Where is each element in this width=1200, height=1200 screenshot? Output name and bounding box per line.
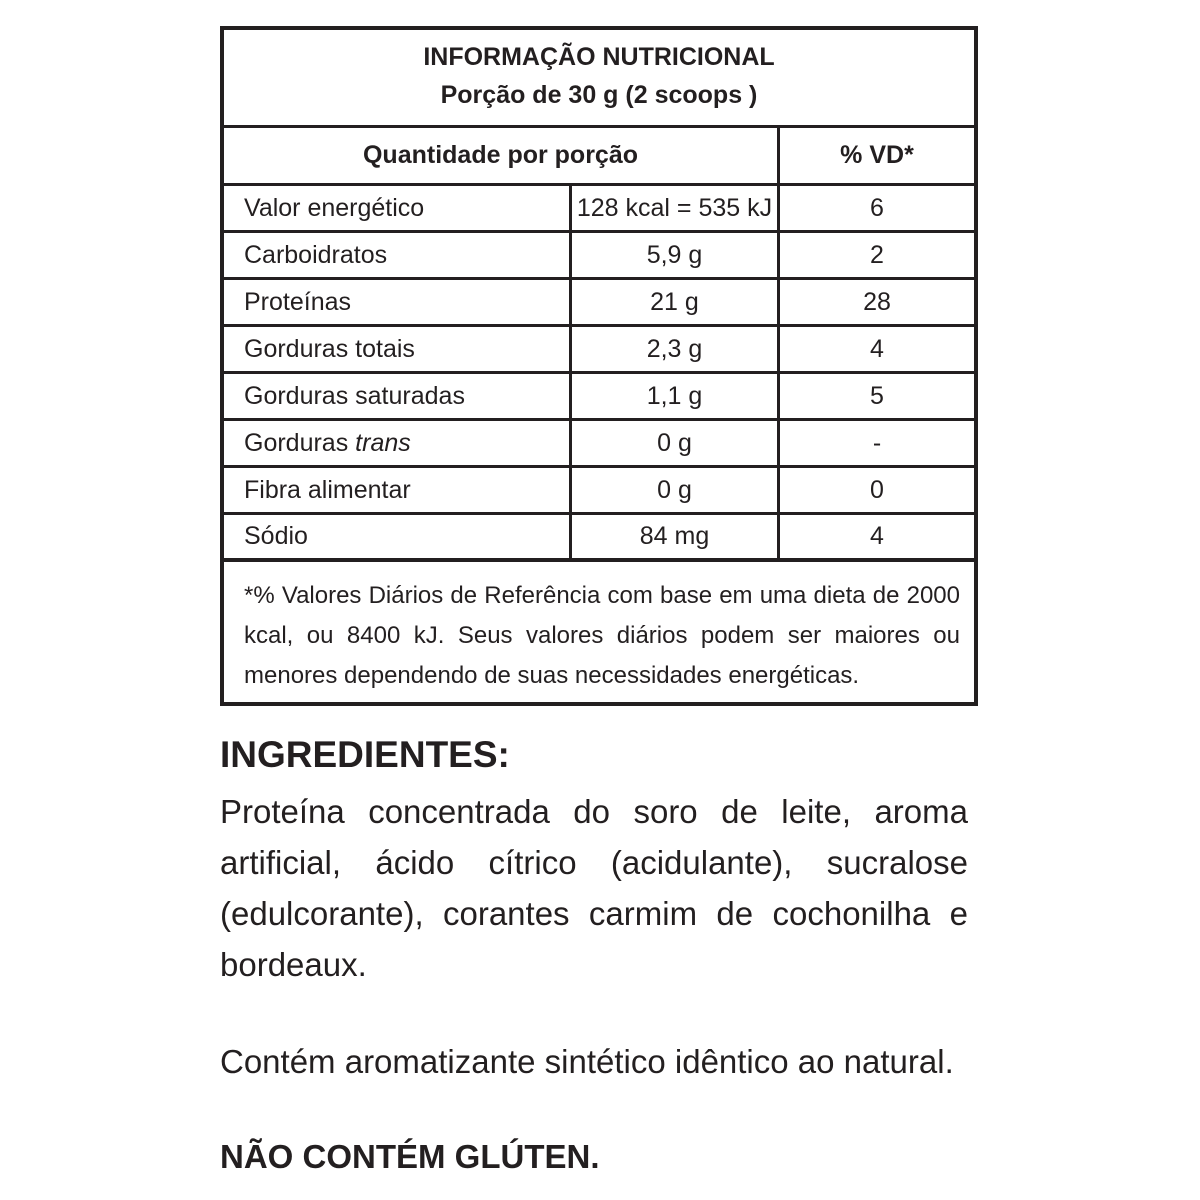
column-header-dv: % VD* (840, 141, 914, 169)
nutrient-label (224, 515, 572, 558)
table-row (224, 374, 974, 421)
column-header-quantity: Quantidade por porção (224, 128, 780, 183)
serving-size: Porção de 30 g (2 scoops ) (440, 81, 758, 109)
nutrient-label-text: Valor energético (244, 193, 425, 222)
nutrient-quantity: 5,9 g (572, 233, 780, 277)
nutrient-daily-value: 28 (863, 287, 891, 316)
table-row (224, 421, 974, 468)
table-row (224, 515, 974, 562)
ingredients-title: INGREDIENTES: (220, 734, 510, 775)
nutrient-daily-value: 4 (870, 334, 884, 363)
nutrient-daily-value: 5 (870, 381, 884, 410)
nutrient-quantity: 0 g (572, 468, 780, 512)
nutrient-label-text: Fibra alimentar (244, 475, 411, 504)
table-header (224, 30, 974, 128)
nutrient-label-text: Sódio (244, 522, 308, 550)
nutrient-label-text: Proteínas (244, 287, 352, 316)
nutrient-daily-value: 0 (870, 475, 884, 504)
gluten-warning: NÃO CONTÉM GLÚTEN. (220, 1138, 600, 1175)
table-row (224, 233, 974, 280)
nutrient-label-text: Gorduras totais (244, 334, 415, 363)
nutrient-label (224, 327, 572, 371)
nutrient-daily-value: - (872, 428, 882, 457)
nutrition-facts-table (220, 26, 978, 706)
nutrient-label (224, 421, 572, 465)
nutrient-label-text: Gorduras saturadas (244, 381, 465, 410)
nutrient-daily-value: 6 (870, 193, 884, 222)
ingredients-text: Proteína concentrada do soro de leite, aroma artificial, ácido cítrico (acidulante), sucralose (edulcorante), corantes carmim de cochonilha e bordeaux. (220, 793, 968, 983)
table-row (224, 468, 974, 515)
nutrient-label (224, 468, 572, 512)
nutrient-label (224, 233, 572, 277)
nutrient-label-italic: trans (355, 428, 411, 457)
nutrient-quantity: 21 g (572, 280, 780, 324)
nutrient-quantity: 0 g (572, 421, 780, 465)
nutrient-label-text: Carboidratos (244, 240, 388, 269)
table-row (224, 280, 974, 327)
contains-note: Contém aromatizante sintético idêntico ao natural. (220, 1043, 954, 1080)
nutrient-label (224, 280, 572, 324)
table-row (224, 327, 974, 374)
nutrient-label (224, 186, 572, 230)
nutrient-quantity: 84 mg (572, 515, 780, 558)
footnote: *% Valores Diários de Referência com base em uma dieta de 2000 kcal, ou 8400 kJ. Seus valores diários podem ser maiores ou menores dependendo de suas necessidades energéticas. (244, 582, 960, 689)
column-header-row (224, 128, 974, 186)
nutrient-quantity: 2,3 g (572, 327, 780, 371)
table-row (224, 186, 974, 233)
nutrient-daily-value: 2 (870, 240, 884, 269)
nutrient-label (224, 374, 572, 418)
table-title: INFORMAÇÃO NUTRICIONAL (423, 43, 775, 71)
nutrient-quantity: 128 kcal = 535 kJ (572, 186, 780, 230)
nutrient-label-text: Gorduras (244, 428, 349, 457)
nutrient-quantity: 1,1 g (572, 374, 780, 418)
nutrient-daily-value: 4 (870, 522, 884, 550)
